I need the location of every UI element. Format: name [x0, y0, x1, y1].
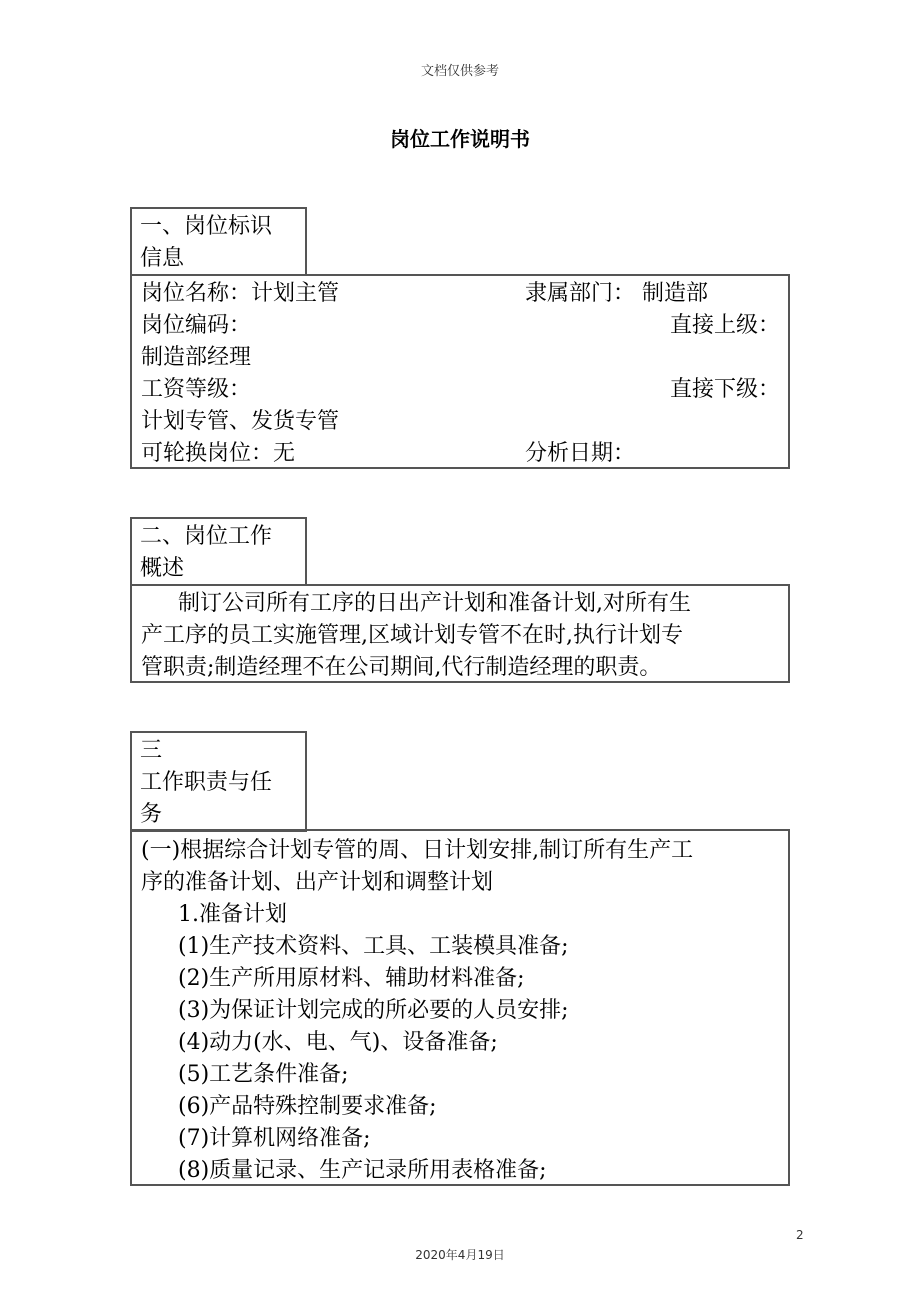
duty-intro-line-2: 序的准备计划、出产计划和调整计划 [141, 870, 494, 895]
subordinate-label: 直接下级： [669, 377, 780, 402]
page-number: 2 [796, 1228, 804, 1242]
rotation-position: 可轮换岗位：无 [141, 441, 296, 466]
section1-heading-line2: 信息 [140, 246, 185, 271]
duty-intro-line-1: (一)根据综合计划专管的周、日计划安排,制订所有生产工 [141, 838, 694, 863]
header-note: 文档仅供参考 [420, 64, 499, 79]
list-item: (7)计算机网络准备; [178, 1126, 371, 1151]
section2-heading-line2: 概述 [140, 556, 185, 581]
analysis-date: 分析日期： [525, 441, 636, 466]
overview-line-1: 制订公司所有工序的日出产计划和准备计划,对所有生 [178, 591, 691, 616]
subordinate-value: 计划专管、发货专管 [141, 409, 340, 434]
section3-heading-line2: 工作职责与任 [140, 770, 273, 795]
section2-heading-line1: 二、岗位工作 [140, 524, 273, 549]
position-name: 岗位名称：计划主管 [141, 281, 340, 306]
department: 隶属部门： 制造部 [525, 281, 708, 306]
list-item: (3)为保证计划完成的所必要的人员安排; [178, 998, 569, 1023]
list-item: (1)生产技术资料、工具、工装模具准备; [178, 934, 569, 959]
position-code: 岗位编码： [141, 313, 252, 338]
list-item: (2)生产所用原材料、辅助材料准备; [178, 966, 525, 991]
section1-body [130, 274, 790, 469]
list-item: (8)质量记录、生产记录所用表格准备; [178, 1158, 547, 1183]
salary-grade: 工资等级： [141, 377, 252, 402]
document-title: 岗位工作说明书 [390, 127, 530, 151]
section3-heading-line3: 务 [140, 802, 163, 827]
overview-line-3: 管职责;制造经理不在公司期间,代行制造经理的职责。 [141, 655, 662, 680]
section3-body [130, 829, 790, 1186]
section1-heading [130, 207, 307, 276]
section2-body [130, 584, 790, 683]
section1-heading-line1: 一、岗位标识 [140, 214, 273, 239]
list-item: (6)产品特殊控制要求准备; [178, 1094, 437, 1119]
superior-label: 直接上级： [669, 313, 780, 338]
superior-value: 制造部经理 [141, 345, 252, 370]
section2-heading [130, 517, 307, 586]
duty-subheading: 1.准备计划 [178, 902, 287, 927]
section3-heading [130, 731, 307, 832]
section3-heading-line1: 三 [140, 738, 163, 763]
overview-line-2: 产工序的员工实施管理,区域计划专管不在时,执行计划专 [141, 623, 683, 648]
list-item: (5)工艺条件准备; [178, 1062, 349, 1087]
list-item: (4)动力(水、电、气)、设备准备; [178, 1030, 498, 1055]
footer-date: 2020年4月19日 [415, 1248, 505, 1262]
